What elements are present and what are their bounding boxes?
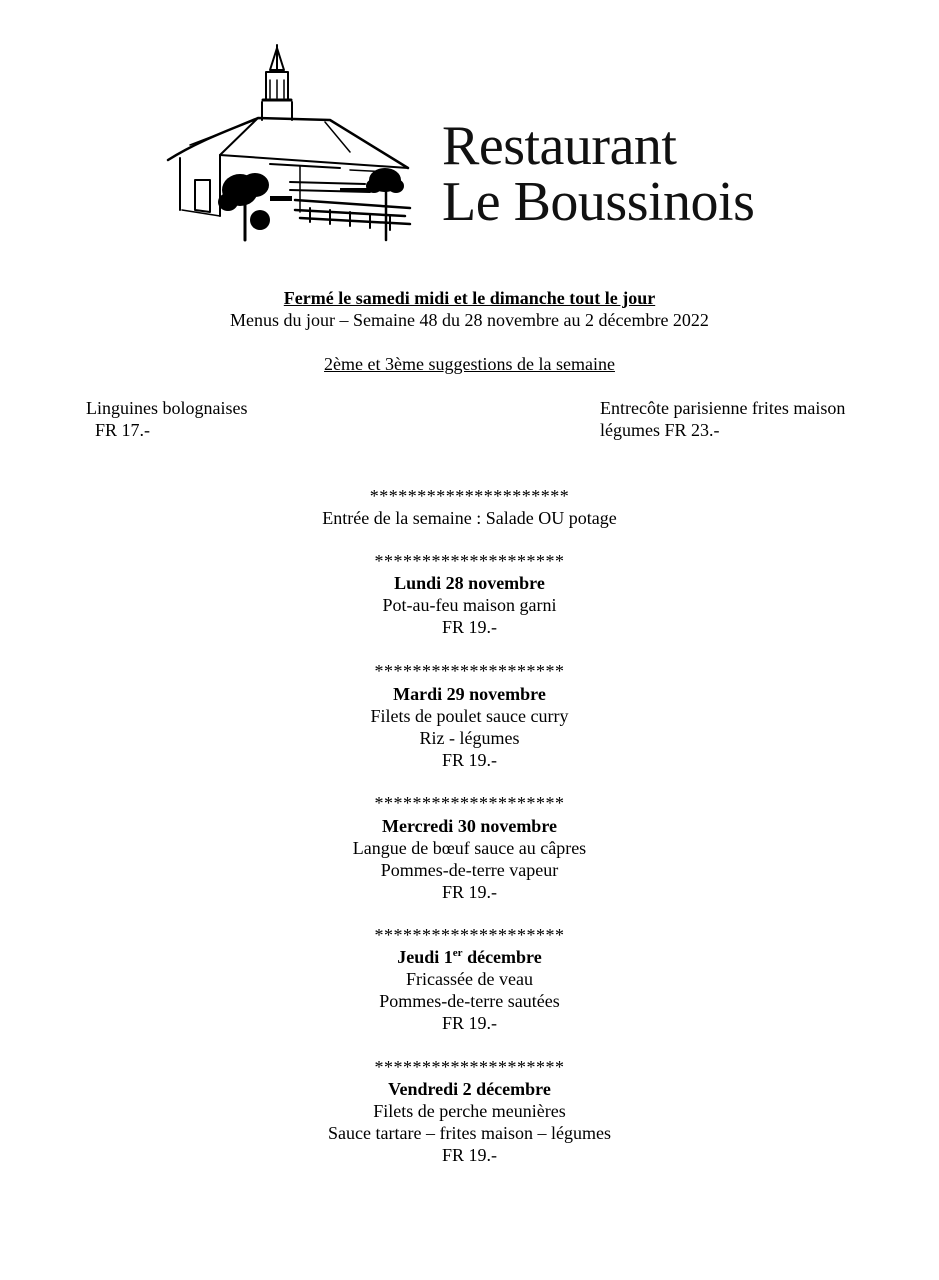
day-heading-prefix: Jeudi 1 bbox=[397, 947, 453, 967]
day-menu-wednesday bbox=[0, 815, 939, 903]
day-heading: Mardi 29 novembre bbox=[393, 684, 546, 704]
suggestion-right-price: légumes FR 23.- bbox=[600, 420, 720, 440]
dish-price: FR 19.- bbox=[441, 750, 497, 770]
day-heading-suffix: décembre bbox=[462, 947, 542, 967]
separator: ******************** bbox=[374, 551, 565, 571]
restaurant-name bbox=[442, 115, 755, 233]
suggestion-left-price: FR 17.- bbox=[95, 420, 151, 440]
separator: ********************* bbox=[369, 486, 570, 506]
separator: ******************** bbox=[374, 1057, 565, 1077]
dish-line: Pommes-de-terre vapeur bbox=[380, 860, 559, 880]
day-heading bbox=[0, 946, 939, 968]
dish-line: Sauce tartare – frites maison – légumes bbox=[328, 1123, 611, 1143]
dish-price: FR 19.- bbox=[441, 1013, 497, 1033]
suggestion-right bbox=[600, 397, 845, 441]
separator: ******************** bbox=[374, 925, 565, 945]
day-heading: Mercredi 30 novembre bbox=[382, 816, 557, 836]
dish-price: FR 19.- bbox=[441, 882, 497, 902]
suggestion-right-name: Entrecôte parisienne frites maison bbox=[600, 398, 846, 418]
dish-price: FR 19.- bbox=[441, 1145, 497, 1165]
day-menu-thursday bbox=[0, 946, 939, 1034]
day-heading: Lundi 28 novembre bbox=[394, 573, 545, 593]
closing-notice: Fermé le samedi midi et le dimanche tout le jour bbox=[283, 288, 656, 308]
dish-line: Filets de poulet sauce curry bbox=[370, 706, 569, 726]
day-menu-friday bbox=[0, 1078, 939, 1166]
separator: ******************** bbox=[374, 793, 565, 813]
suggestions-title: 2ème et 3ème suggestions de la semaine bbox=[324, 354, 615, 374]
dish-price: FR 19.- bbox=[441, 617, 497, 637]
brand-line-2: Le Boussinois bbox=[442, 171, 755, 233]
dish-line: Fricassée de veau bbox=[406, 969, 533, 989]
week-title: Menus du jour – Semaine 48 du 28 novembre au 2 décembre 2022 bbox=[230, 310, 709, 330]
day-menu-tuesday bbox=[0, 683, 939, 771]
suggestion-left bbox=[86, 397, 247, 441]
day-heading: Vendredi 2 décembre bbox=[388, 1079, 551, 1099]
day-heading-ordinal: er bbox=[452, 947, 463, 959]
dish-line: Filets de perche meunières bbox=[373, 1101, 566, 1121]
chapel-logo-illustration bbox=[160, 40, 420, 250]
dish-line: Pot-au-feu maison garni bbox=[382, 595, 557, 615]
suggestion-left-name: Linguines bolognaises bbox=[86, 398, 248, 418]
dish-line: Langue de bœuf sauce au câpres bbox=[352, 838, 587, 858]
brand-line-1: Restaurant bbox=[442, 115, 677, 177]
dish-line: Pommes-de-terre sautées bbox=[379, 991, 560, 1011]
dish-line: Riz - légumes bbox=[419, 728, 520, 748]
separator: ******************** bbox=[374, 661, 565, 681]
day-menu-monday bbox=[0, 572, 939, 638]
weekly-starter: Entrée de la semaine : Salade OU potage bbox=[322, 508, 617, 528]
